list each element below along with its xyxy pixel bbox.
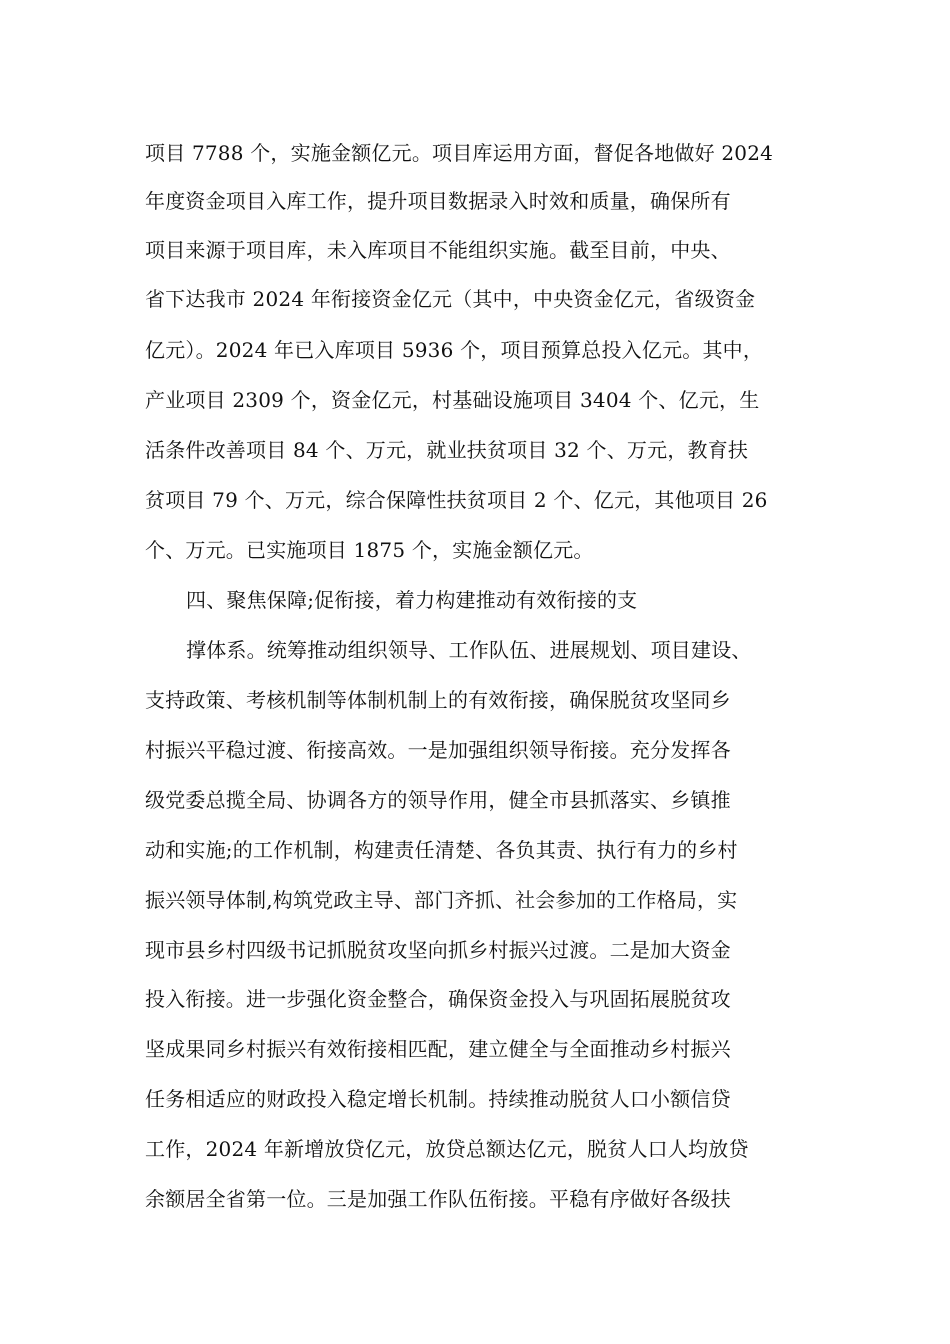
text-line-19: 坚成果同乡村振兴有效衔接相匹配，建立健全与全面推动乡村振兴 xyxy=(145,1037,731,1061)
text-line-11: 撑体系。统筹推动组织领导、工作队伍、进展规划、项目建设、 xyxy=(186,638,752,662)
text-line-8: 贫项目 79 个、万元，综合保障性扶贫项目 2 个、亿元，其他项目 26 xyxy=(145,488,768,512)
section-heading: 四、聚焦保障;促衔接，着力构建推动有效衔接的支 xyxy=(186,588,638,612)
text-line-12: 支持政策、考核机制等体制机制上的有效衔接，确保脱贫攻坚同乡 xyxy=(145,688,731,712)
text-line-13: 村振兴平稳过渡、衔接高效。一是加强组织领导衔接。充分发挥各 xyxy=(145,738,731,762)
text-line-2: 年度资金项目入库工作，提升项目数据录入时效和质量，确保所有 xyxy=(145,189,731,213)
text-line-6: 产业项目 2309 个，资金亿元，村基础设施项目 3404 个、亿元，生 xyxy=(145,388,760,412)
text-line-17: 现市县乡村四级书记抓脱贫攻坚向抓乡村振兴过渡。二是加大资金 xyxy=(145,938,731,962)
text-line-3: 项目来源于项目库，未入库项目不能组织实施。截至目前，中央、 xyxy=(145,238,731,262)
text-line-18: 投入衔接。进一步强化资金整合，确保资金投入与巩固拓展脱贫攻 xyxy=(145,987,731,1011)
text-line-7: 活条件改善项目 84 个、万元，就业扶贫项目 32 个、万元，教育扶 xyxy=(145,438,749,462)
text-line-5: 亿元）。2024 年已入库项目 5936 个，项目预算总投入亿元。其中， xyxy=(145,338,764,362)
text-line-22: 余额居全省第一位。三是加强工作队伍衔接。平稳有序做好各级扶 xyxy=(145,1187,731,1211)
text-line-9: 个、万元。已实施项目 1875 个，实施金额亿元。 xyxy=(145,538,594,562)
text-line-20: 任务相适应的财政投入稳定增长机制。持续推动脱贫人口小额信贷 xyxy=(145,1087,731,1111)
text-line-4: 省下达我市 2024 年衔接资金亿元（其中，中央资金亿元，省级资金 xyxy=(145,287,756,311)
text-line-1: 项目 7788 个，实施金额亿元。项目库运用方面，督促各地做好 2024 xyxy=(145,141,774,165)
text-line-15: 动和实施;的工作机制，构建责任清楚、各负其责、执行有力的乡村 xyxy=(145,838,738,862)
text-line-21: 工作，2024 年新增放贷亿元，放贷总额达亿元，脱贫人口人均放贷 xyxy=(145,1137,749,1161)
text-line-14: 级党委总揽全局、协调各方的领导作用，健全市县抓落实、乡镇推 xyxy=(145,788,731,812)
text-line-16: 振兴领导体制,构筑党政主导、部门齐抓、社会参加的工作格局，实 xyxy=(145,888,738,912)
